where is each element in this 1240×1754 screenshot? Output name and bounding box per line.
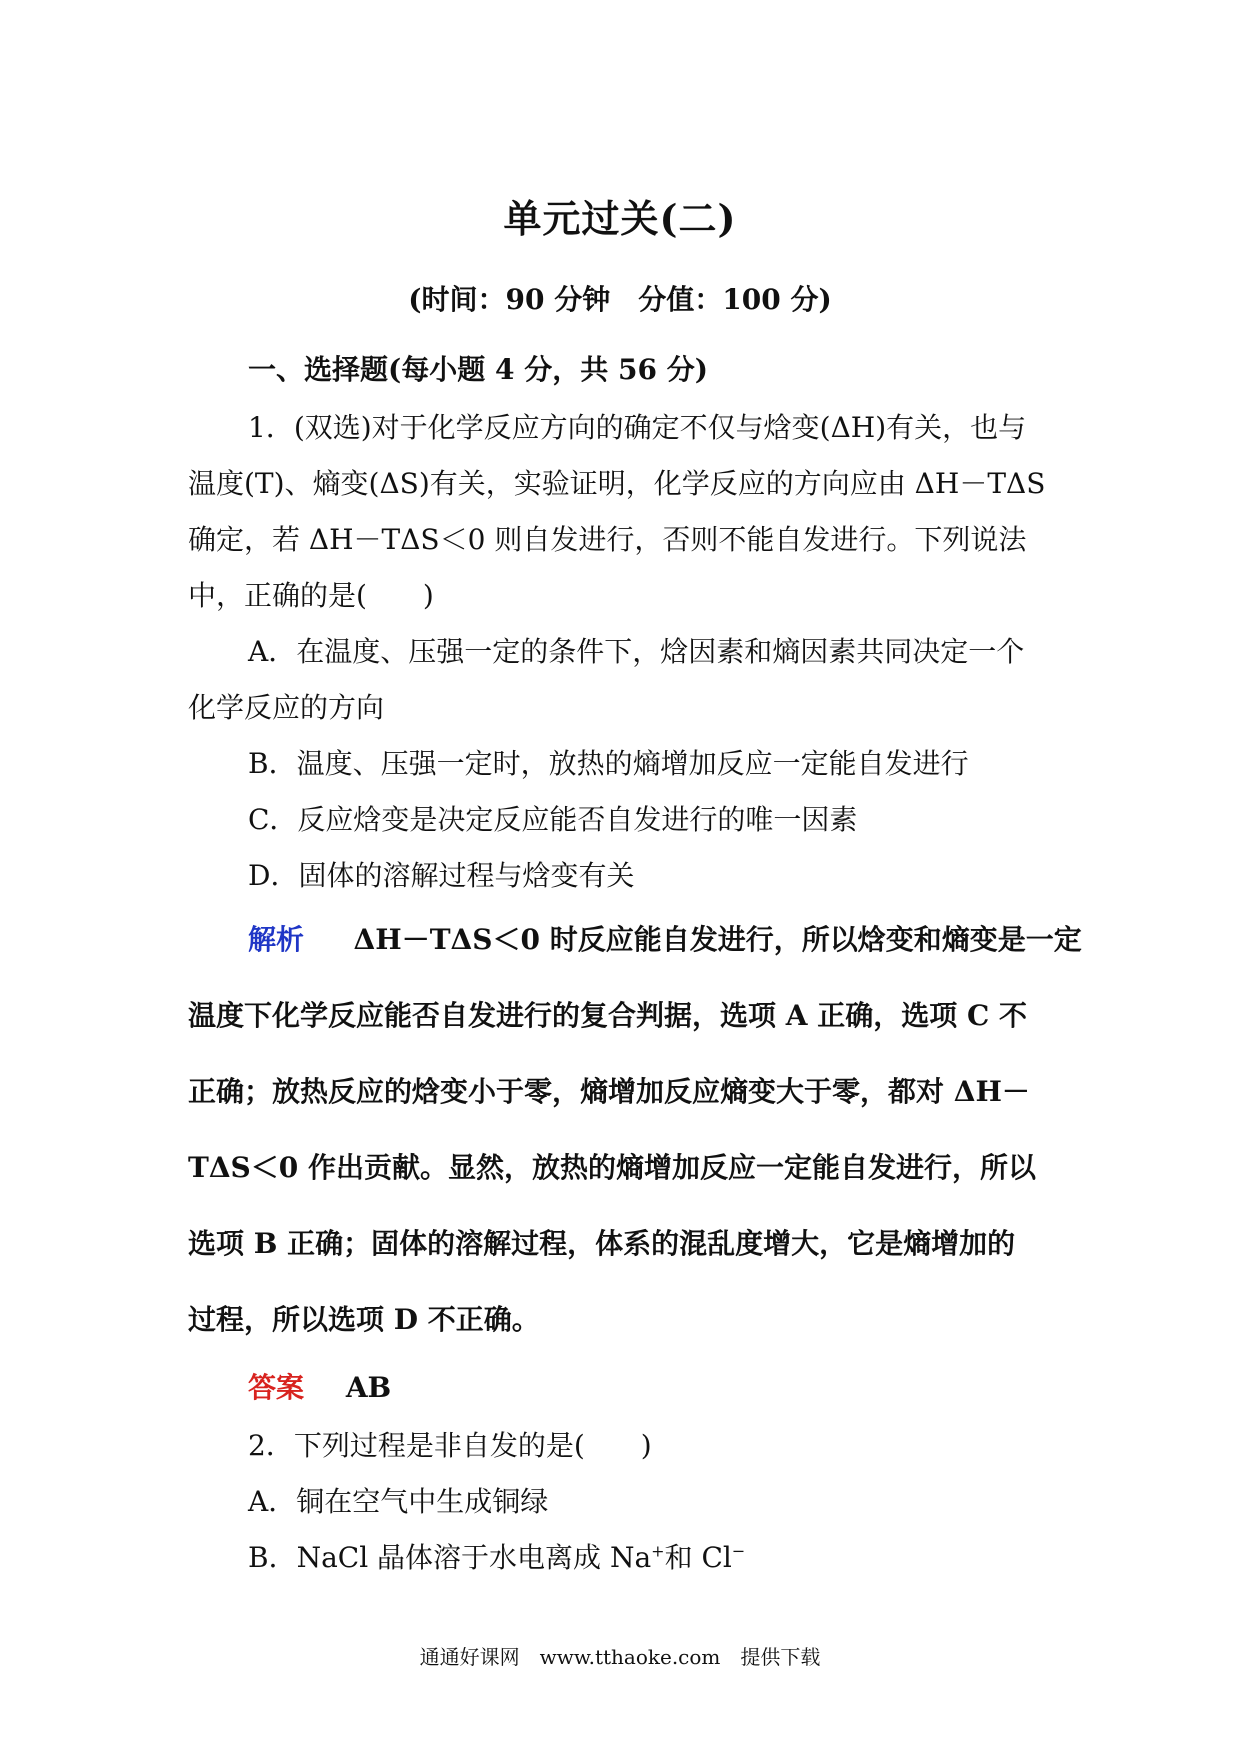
chloride-charge: − xyxy=(731,1541,746,1561)
sodium-charge: + xyxy=(651,1541,665,1561)
q1-line-2: 温度(T)、熵变(ΔS)有关，实验证明，化学反应的方向应由 ΔH－TΔS xyxy=(188,467,1046,500)
q1-option-a-line-2: 化学反应的方向 xyxy=(188,691,385,724)
analysis-label: 解析 xyxy=(248,923,305,956)
q2-option-b xyxy=(248,1536,745,1576)
analysis-line-1 xyxy=(248,918,1082,958)
q1-option-d: D．固体的溶解过程与焓变有关 xyxy=(248,859,635,892)
q1-option-b: B．温度、压强一定时，放热的熵增加反应一定能自发进行 xyxy=(248,747,969,780)
q2-option-b-text: B．NaCl 晶体溶于水电离成 Na xyxy=(248,1541,652,1574)
q1-option-a-line-1: A．在温度、压强一定的条件下，焓因素和熵因素共同决定一个 xyxy=(248,635,1025,668)
page-title: 单元过关(二) xyxy=(503,196,737,241)
section-heading: 一、选择题(每小题 4 分，共 56 分) xyxy=(248,353,708,386)
q2-option-a: A．铜在空气中生成铜绿 xyxy=(248,1485,549,1518)
analysis-line-6: 过程，所以选项 D 不正确。 xyxy=(188,1303,540,1336)
page-subtitle: (时间：90 分钟 分值：100 分) xyxy=(408,283,832,316)
answer-label: 答案 xyxy=(248,1371,305,1404)
q1-line-3: 确定，若 ΔH－TΔS＜0 则自发进行，否则不能自发进行。下列说法 xyxy=(188,523,1027,556)
analysis-line-5: 选项 B 正确；固体的溶解过程，体系的混乱度增大，它是熵增加的 xyxy=(188,1227,1016,1260)
q2-stem: 2．下列过程是非自发的是( ) xyxy=(248,1429,652,1462)
analysis-line-3: 正确；放热反应的焓变小于零，熵增加反应熵变大于零，都对 ΔH－ xyxy=(188,1075,1030,1108)
q2-option-b-mid: 和 Cl xyxy=(664,1541,732,1574)
analysis-line-4: TΔS＜0 作出贡献。显然，放热的熵增加反应一定能自发进行，所以 xyxy=(188,1151,1037,1184)
q1-option-c: C．反应焓变是决定反应能否自发进行的唯一因素 xyxy=(248,803,858,836)
footer-credit: 通通好课网 www.tthaoke.com 提供下载 xyxy=(419,1645,821,1669)
answer-value: AB xyxy=(345,1371,392,1404)
q1-line-4: 中，正确的是( ) xyxy=(188,579,434,612)
answer-line xyxy=(248,1366,391,1406)
analysis-line-2: 温度下化学反应能否自发进行的复合判据，选项 A 正确，选项 C 不 xyxy=(188,999,1028,1032)
q1-line-1: 1．(双选)对于化学反应方向的确定不仅与焓变(ΔH)有关，也与 xyxy=(248,411,1027,444)
analysis-text-1: ΔH－TΔS＜0 时反应能自发进行，所以焓变和熵变是一定 xyxy=(353,923,1082,956)
